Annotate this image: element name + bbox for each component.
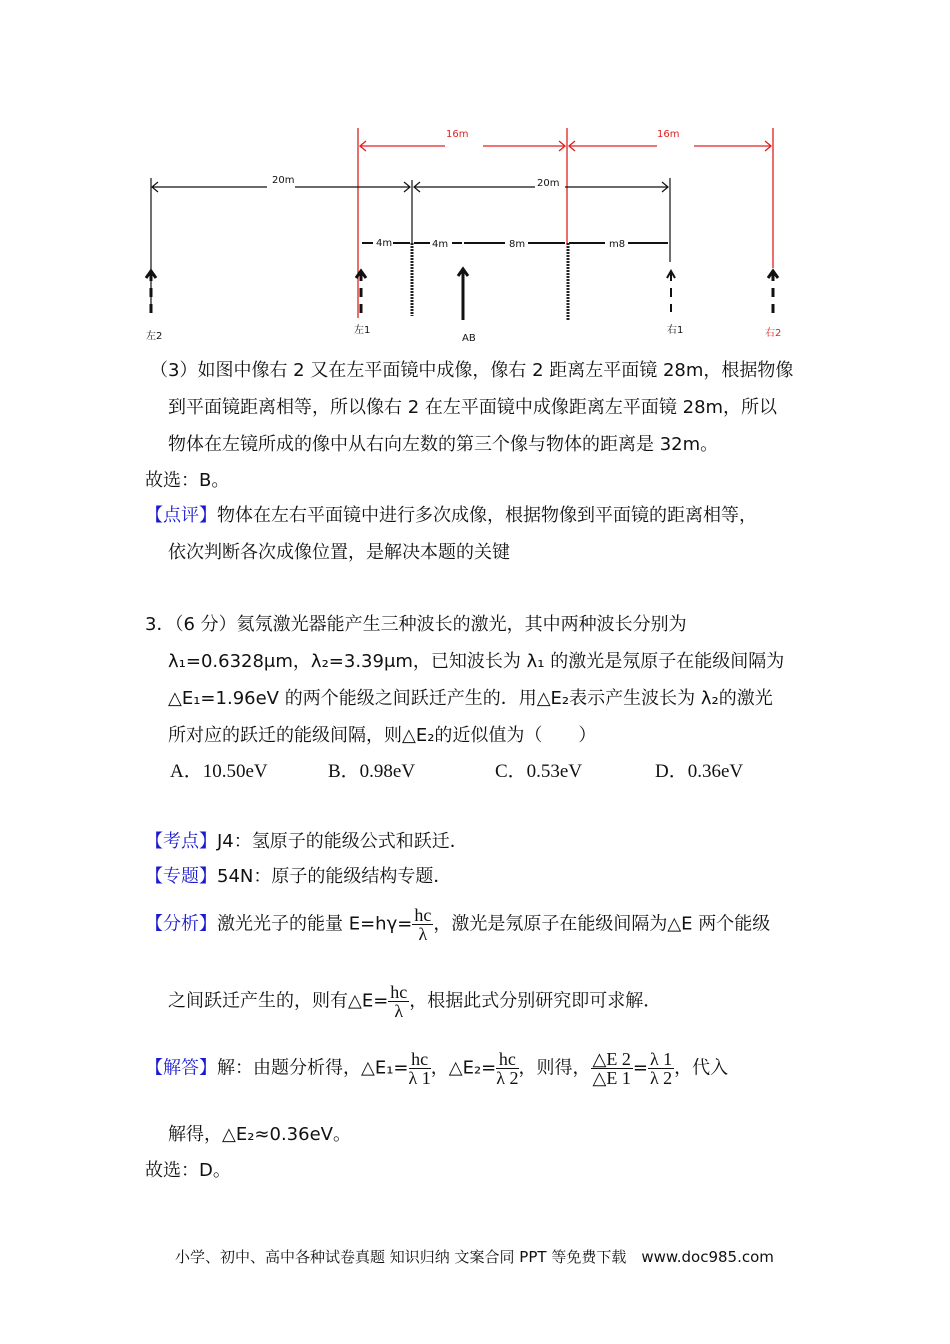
label-8m-b: m8 [609, 239, 626, 250]
question-line-2: λ₁=0.6328μm，λ₂=3.39μm，已知波长为 λ₁ 的激光是氖原子在能级间隔为 [168, 651, 785, 672]
analysis-line-2: 到平面镜距离相等，所以像右 2 在左平面镜中成像距离左平面镜 28m，所以 [168, 397, 778, 418]
question-line-3: △E₁=1.96eV 的两个能级之间跃迁产生的．用△E₂表示产生波长为 λ₂的激光 [168, 688, 773, 709]
fraction: $\frac{\triangle E 2}{\triangle E 1}$ [592, 1049, 631, 1088]
fenxi-tag: 【分析】 [145, 913, 217, 935]
fraction: $\frac{hc}{\lambda 2}$ [496, 1049, 519, 1088]
fenxi-text-a: 激光光子的能量 E=hγ= [217, 913, 413, 935]
jieda: 【解答】解：由题分析得，△E₁= $\frac{hc}{\lambda 1}$ ，△E₂= $\frac{hc}{\lambda 2}$ ，则得， $\frac{\triangle E 2}{\triangle E 1}$ = $\frac{\lambda 1}{\lambda 2}$ ，代入 [145, 1049, 729, 1088]
jieda-tag: 【解答】 [145, 1057, 217, 1079]
fenxi-text-d: ，根据此式分别研究即可求解． [409, 990, 662, 1012]
jieda-text-a: 解：由题分析得，△E₁= [217, 1057, 409, 1079]
fraction: $\frac{hc}{\lambda}$ [414, 905, 432, 944]
fenxi-text-c: 之间跃迁产生的，则有△E= [168, 990, 389, 1012]
option-d: D．0.36eV [655, 761, 744, 782]
jieda-text-c: ，则得， [518, 1057, 591, 1079]
label-4m-a: 4m [376, 238, 393, 249]
option-c: C．0.53eV [495, 761, 583, 782]
label-20m-b: 20m [537, 178, 560, 189]
option-a: A．10.50eV [170, 761, 268, 782]
fenxi-text-b: ，激光是氖原子在能级间隔为△E 两个能级 [433, 913, 771, 935]
question-line-4: 所对应的跃迁的能级间隔，则△E₂的近似值为（ ） [168, 725, 597, 746]
label-left2: 左2 [146, 331, 163, 342]
footer: 小学、初中、高中各种试卷真题 知识归纳 文案合同 PPT 等免费下载 www.doc985.com [175, 1248, 774, 1266]
review-tag: 【点评】 [145, 505, 217, 526]
kaodian-tag: 【考点】 [145, 831, 217, 852]
mirrors [412, 243, 568, 320]
jieda-line-2: 解得，△E₂≈0.36eV。 [168, 1124, 351, 1145]
review-line-2: 依次判断各次成像位置，是解决本题的关键 [168, 542, 510, 563]
analysis-line-3: 物体在左镜所成的像中从右向左数的第三个像与物体的距离是 32m。 [168, 434, 719, 455]
label-8m-a: 8m [509, 239, 526, 250]
jieda-text-b: ，△E₂= [430, 1057, 497, 1079]
label-16m-b: 16m [657, 129, 680, 140]
kaodian-text: J4：氢原子的能级公式和跃迁． [217, 831, 468, 852]
question-line-1: 3．（6 分）氦氖激光器能产生三种波长的激光，其中两种波长分别为 [145, 614, 687, 635]
kaodian [145, 830, 468, 854]
label-right2: 右2 [765, 328, 782, 339]
zhuanti-tag: 【专题】 [145, 866, 217, 887]
mirror-diagram [0, 0, 950, 350]
fraction: $\frac{\lambda 1}{\lambda 2}$ [649, 1049, 673, 1088]
option-b: B．0.98eV [328, 761, 416, 782]
label-right1: 右1 [667, 325, 684, 336]
zhuanti [145, 865, 451, 889]
analysis-line-1: （3）如图中像右 2 又在左平面镜中成像，像右 2 距离左平面镜 28m，根据物像 [150, 360, 794, 381]
fraction: $\frac{hc}{\lambda 1}$ [408, 1049, 431, 1088]
label-20m-a: 20m [272, 175, 295, 186]
zhuanti-text: 54N：原子的能级结构专题． [217, 866, 452, 887]
fenxi-line-2 [168, 983, 661, 1020]
label-left1: 左1 [354, 325, 371, 336]
fraction: $\frac{hc}{\lambda}$ [390, 982, 408, 1021]
review-line-1: 物体在左右平面镜中进行多次成像，根据物像到平面镜的距离相等， [217, 505, 757, 526]
label-ab: AB [462, 333, 476, 344]
label-4m-b: 4m [432, 239, 449, 250]
object-and-images [146, 269, 778, 320]
label-16m-a: 16m [446, 129, 469, 140]
final-answer: 故选：D。 [145, 1160, 231, 1181]
jieda-text-d: ，代入 [674, 1057, 729, 1079]
fenxi [145, 906, 770, 943]
review [145, 504, 757, 528]
red-lines [358, 128, 773, 318]
prev-answer: 故选：B。 [145, 470, 230, 491]
